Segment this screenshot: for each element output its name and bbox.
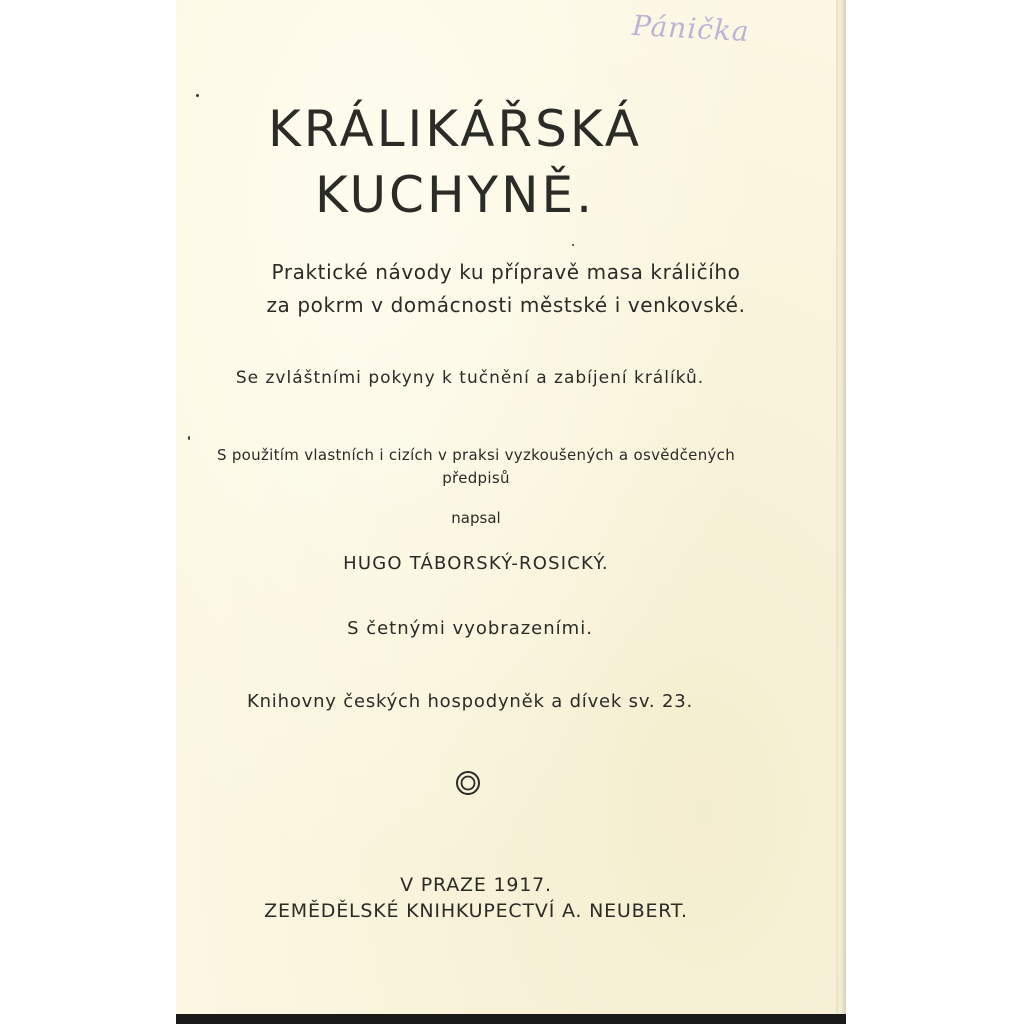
imprint-publisher: ZEMĚDĚLSKÉ KNIHKUPECTVÍ A. NEUBERT. — [264, 900, 688, 922]
author-name: HUGO TÁBORSKÝ-ROSICKÝ. — [343, 553, 609, 574]
illustrations-note: S četnými vyobrazeními. — [347, 618, 593, 639]
sources-line-2: předpisů — [442, 469, 510, 487]
subtitle-line-1: Praktické návody ku přípravě masa králičího — [271, 260, 741, 284]
subtitle-line-2: za pokrm v domácnosti městské i venkovské. — [266, 293, 746, 317]
imprint-place-year: V PRAZE 1917. — [400, 874, 552, 896]
book-title-line-2: KUCHYNĚ. — [315, 166, 595, 224]
paper-speck — [572, 244, 574, 246]
paper-speck — [196, 94, 199, 97]
series-note: Knihovny českých hospodyněk a dívek sv. 23. — [247, 691, 693, 712]
handwritten-signature: Pánička — [631, 8, 751, 49]
sources-line-1: S použitím vlastních i cizích v praksi vyzkoušených a osvědčených — [216, 446, 736, 464]
page-edge — [836, 0, 846, 1016]
byline-label: napsal — [451, 509, 501, 527]
special-note: Se zvláštními pokyny k tučnění a zabíjení králíků. — [235, 368, 705, 388]
paper-speck — [188, 436, 190, 440]
printer-mark-icon — [455, 770, 481, 796]
page-bottom-shadow — [176, 1014, 846, 1024]
book-title-line-1: KRÁLIKÁŘSKÁ — [267, 100, 642, 158]
